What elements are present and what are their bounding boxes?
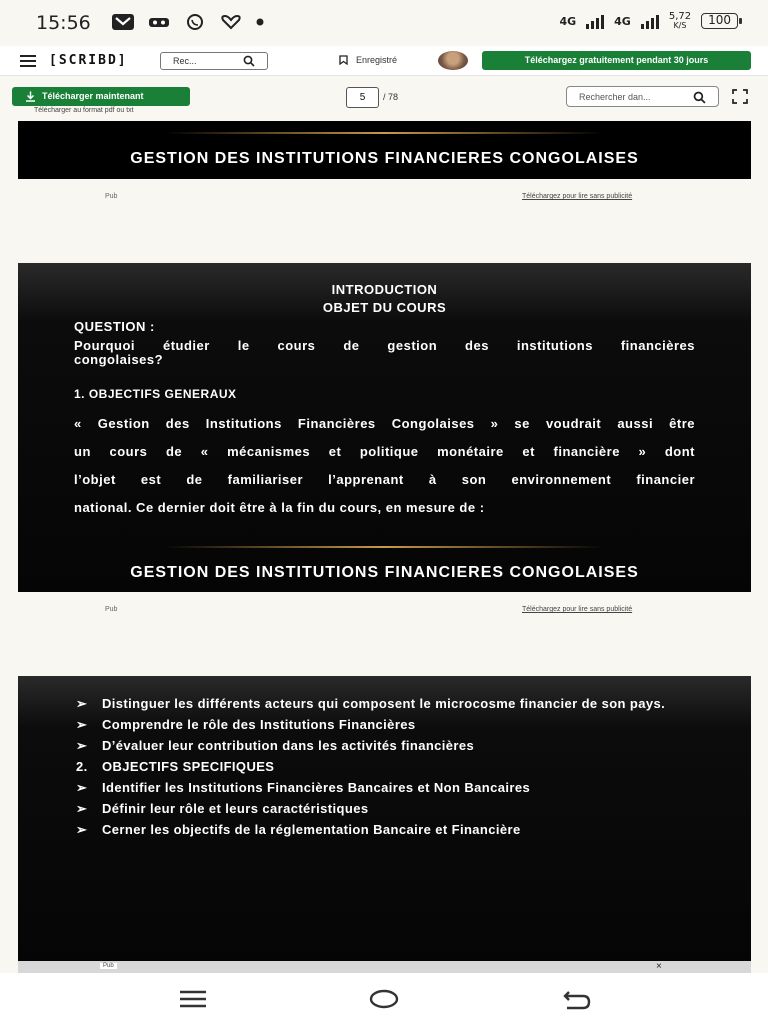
paragraph-line-2: un cours de « mécanismes et politique monétaire et financière » dont <box>74 444 695 459</box>
list-item-text: Définir leur rôle et leurs caractéristiques <box>102 801 369 816</box>
paragraph-line-1: « Gestion des Institutions Financières Congolaises » se voudrait aussi être <box>74 416 695 431</box>
mail-app-icon <box>112 14 134 30</box>
slide-page-4 <box>18 121 751 179</box>
page-number-input[interactable]: 5 <box>346 87 379 108</box>
list-item <box>76 717 691 732</box>
recent-apps-icon[interactable] <box>177 987 209 1011</box>
arrow-bullet-icon: ➢ <box>76 780 88 795</box>
list-item <box>76 696 691 711</box>
objectives-heading: 1. OBJECTIFS GENERAUX <box>74 387 237 401</box>
list-number: 2. <box>76 759 88 774</box>
arrow-bullet-icon: ➢ <box>76 696 88 711</box>
question-label: QUESTION : <box>74 319 155 334</box>
list-item-text: D’évaluer leur contribution dans les activités financières <box>102 738 475 753</box>
slide-page-6 <box>18 676 751 962</box>
signal-icon-2 <box>641 13 659 29</box>
speed-unit: K/S <box>673 21 687 30</box>
speed-value: 5,72 <box>668 11 692 22</box>
network-label-2: 4G <box>614 14 631 28</box>
paragraph-line-3: l’objet est de familiariser l’apprenant à son environnement financier <box>74 472 695 487</box>
gold-divider <box>165 546 605 548</box>
slide-footer-title: GESTION DES INSTITUTIONS FINANCIERES CONGOLAISES <box>130 564 639 581</box>
slide-heading-introduction: INTRODUCTION <box>331 282 438 297</box>
download-format-note: Télécharger au format pdf ou txt <box>34 107 134 114</box>
ad-free-link[interactable]: Téléchargez pour lire sans publicité <box>522 193 633 200</box>
slide-page-5 <box>18 263 751 592</box>
ad-label: Pub <box>105 606 118 613</box>
hamburger-icon[interactable] <box>20 55 36 67</box>
network-speed <box>669 12 691 30</box>
search-icon[interactable] <box>693 91 706 104</box>
ad-label: Pub <box>105 193 118 200</box>
arrow-bullet-icon: ➢ <box>76 801 88 816</box>
saved-button[interactable] <box>339 55 397 65</box>
document-search-placeholder: Rechercher dan... <box>579 92 651 102</box>
gold-divider <box>165 132 605 134</box>
heart-hands-icon <box>220 14 242 30</box>
list-item <box>76 822 691 837</box>
arrow-bullet-icon: ➢ <box>76 717 88 732</box>
bookmark-icon <box>339 55 348 65</box>
status-bar <box>0 0 768 46</box>
download-icon <box>25 91 36 102</box>
vr-glasses-icon <box>148 14 170 30</box>
back-icon[interactable] <box>561 987 593 1011</box>
avatar[interactable] <box>438 51 468 70</box>
fullscreen-icon[interactable] <box>732 89 748 104</box>
list-item-text: Comprendre le rôle des Institutions Financières <box>102 717 416 732</box>
list-item-text: Cerner les objectifs de la réglementation Bancaire et Financière <box>102 822 521 837</box>
home-icon[interactable] <box>368 987 400 1011</box>
ad-banner <box>18 961 751 973</box>
close-ad-icon[interactable]: × <box>656 961 662 972</box>
list-item <box>76 801 691 816</box>
download-now-label: Télécharger maintenant <box>42 91 144 101</box>
status-time: 15:56 <box>36 12 91 34</box>
status-right <box>559 12 738 30</box>
numbered-heading <box>76 759 691 774</box>
list-item <box>76 780 691 795</box>
ad-tag: Pub <box>100 963 117 969</box>
ad-free-link[interactable]: Téléchargez pour lire sans publicité <box>522 606 633 613</box>
arrow-bullet-icon: ➢ <box>76 822 88 837</box>
notification-icons <box>112 14 264 30</box>
paragraph-line-4: national. Ce dernier doit être à la fin du cours, en mesure de : <box>74 500 485 515</box>
question-line-2: congolaises? <box>74 352 164 367</box>
question-line-1: Pourquoi étudier le cours de gestion des institutions financières <box>74 338 695 353</box>
objectives-list <box>76 696 691 843</box>
battery-indicator: 100 <box>701 13 738 29</box>
list-item-text: OBJECTIFS SPECIFIQUES <box>102 759 275 774</box>
saved-label: Enregistré <box>356 55 398 65</box>
signal-icon <box>586 13 604 29</box>
network-label-1: 4G <box>559 14 577 28</box>
search-input[interactable] <box>160 52 268 70</box>
search-placeholder: Rec... <box>173 56 197 66</box>
system-nav-bar <box>0 973 768 1024</box>
arrow-bullet-icon: ➢ <box>76 738 88 753</box>
document-search-input[interactable] <box>566 86 719 107</box>
list-item-text: Distinguer les différents acteurs qui composent le microcosme financier de son pays. <box>102 696 666 711</box>
free-trial-button[interactable]: Téléchargez gratuitement pendant 30 jours <box>482 51 751 70</box>
slide-heading-objet: OBJET DU COURS <box>322 300 447 315</box>
list-item-text: Identifier les Institutions Financières Bancaires et Non Bancaires <box>102 780 531 795</box>
whatsapp-icon <box>184 14 206 30</box>
scribd-logo[interactable]: [SCRIBD] <box>49 53 128 68</box>
download-now-button[interactable] <box>12 87 190 106</box>
slide-footer-title: GESTION DES INSTITUTIONS FINANCIERES CONGOLAISES <box>130 150 639 167</box>
page-total: / 78 <box>383 92 399 102</box>
dot-icon <box>256 18 264 26</box>
list-item <box>76 738 691 753</box>
search-icon[interactable] <box>243 55 255 67</box>
